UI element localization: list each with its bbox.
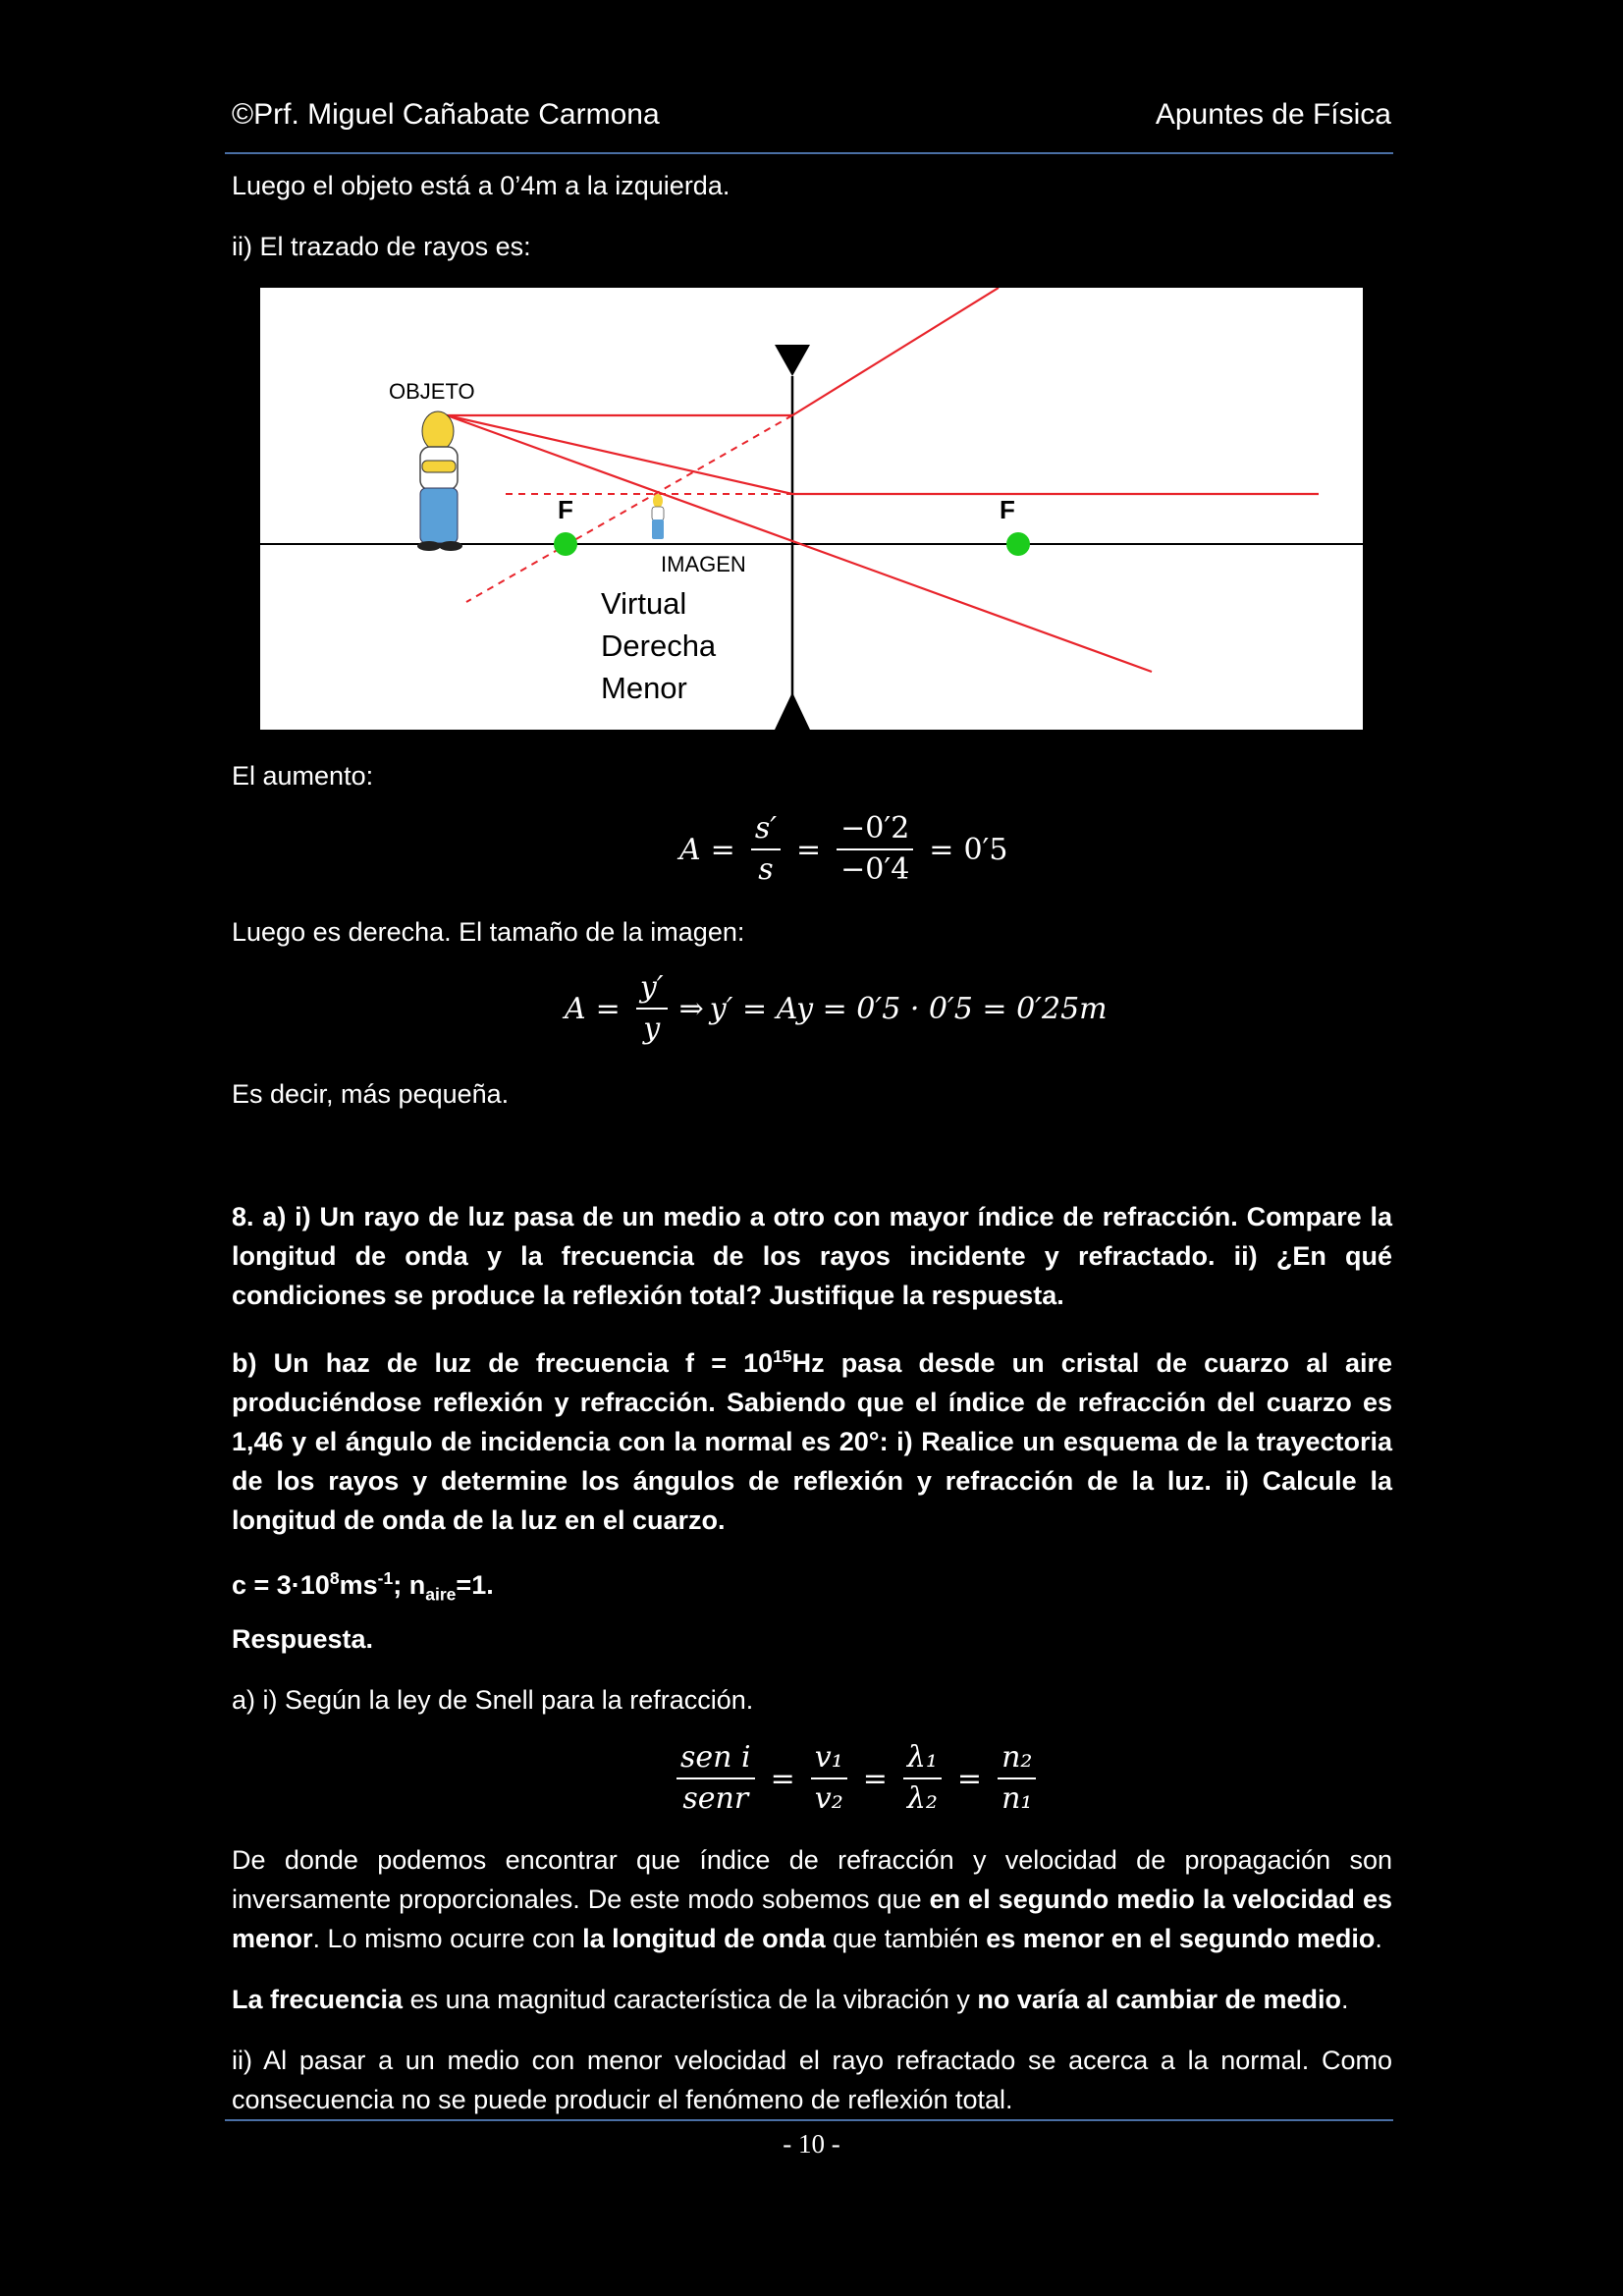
- text-magnification-intro: El aumento:: [232, 761, 374, 791]
- image-figure: [652, 494, 664, 539]
- text-total-reflection: ii) Al pasar a un medio con menor velocidad el rayo refractado se acerca a la normal. Como consecuencia no se puede producir el fenómeno de reflexión total.: [232, 2046, 1392, 2114]
- header-subject: Apuntes de Física: [1155, 98, 1391, 131]
- text-object-position: Luego el objeto está a 0’4m a la izquierda.: [232, 171, 730, 200]
- question-8a: 8. a) i) Un rayo de luz pasa de un medio a otro con mayor índice de refracción. Compare la longitud de onda y la frecuencia de los rayos incidente y refractado. ii) ¿En qué condiciones se produce la reflexión total? Justifique la respuesta.: [232, 1202, 1392, 1310]
- object-label: OBJETO: [389, 379, 475, 404]
- focus-right-dot: [1006, 532, 1030, 556]
- question-8b: b) Un haz de luz de frecuencia $f = 10^{15}Hz$ pasa desde un cristal de cuarzo al aire produciéndose reflexión y refracción. Sabiendo que el índice de refracción del cuarzo es 1,46 y el ángulo de incidencia con la normal es 20°: i) Realice un esquema de la trayectoria de los rayos y determine los ángulos de reflexión y refracción de la luz. ii) Calcule la longitud de onda de la luz en el cuarzo.: [232, 1346, 1392, 1535]
- property-derecha: Derecha: [601, 629, 717, 663]
- text-smaller: Es decir, más pequeña.: [232, 1079, 510, 1109]
- header-author: ©Prf. Miguel Cañabate Carmona: [232, 98, 660, 131]
- header-rule: [225, 152, 1393, 154]
- equation-magnification: A = $\frac{s'}{s}$ = $\frac{-0'2}{-0'4}$ = 0′5: [679, 811, 1008, 887]
- focus-left-label: F: [558, 495, 573, 524]
- text-snell-intro: a) i) Según la ley de Snell para la refracción.: [232, 1685, 754, 1715]
- footer-rule: [225, 2119, 1393, 2121]
- equation-snell: $\frac{\text{sen i}}{\text{senr}}$ = $\frac{\text{v₁}}{\text{v₂}}$ = $\frac{\text{λ₁}}{\text{λ₂}}$ = $\frac{\text{n₂}}{\text{n₁}}$: [671, 1740, 1042, 1817]
- answer-heading: Respuesta.: [232, 1624, 374, 1654]
- page-number: - 10 -: [783, 2129, 840, 2159]
- text-velocity-explanation: De donde podemos encontrar que índice de refracción y velocidad de propagación son inversamente proporcionales. De este modo sobemos que en el segundo medio la velocidad es menor. Lo mismo ocurre con la longitud de onda que también es menor en el segundo medio.: [232, 1845, 1392, 1953]
- text-frequency: La frecuencia es una magnitud característica de la vibración y no varía al cambiar de medio.: [232, 1985, 1349, 2014]
- image-label: IMAGEN: [661, 552, 746, 576]
- focus-right-label: F: [1000, 495, 1015, 524]
- constants: $c = 3\cdot 10^8ms^{-1}$; $n_{aire}=1$.: [232, 1568, 494, 1605]
- ray-diagram: [260, 288, 1363, 730]
- text-ray-tracing-intro: ii) El trazado de rayos es:: [232, 232, 531, 261]
- property-virtual: Virtual: [601, 586, 687, 621]
- equation-image-size: A = $\frac{y'}{y}$ ⇒ y′ = Ay = 0′5 · 0′5 = 0′25m: [565, 970, 1108, 1046]
- text-image-size-intro: Luego es derecha. El tamaño de la imagen:: [232, 917, 745, 947]
- focus-left-dot: [554, 532, 577, 556]
- property-menor: Menor: [601, 671, 687, 705]
